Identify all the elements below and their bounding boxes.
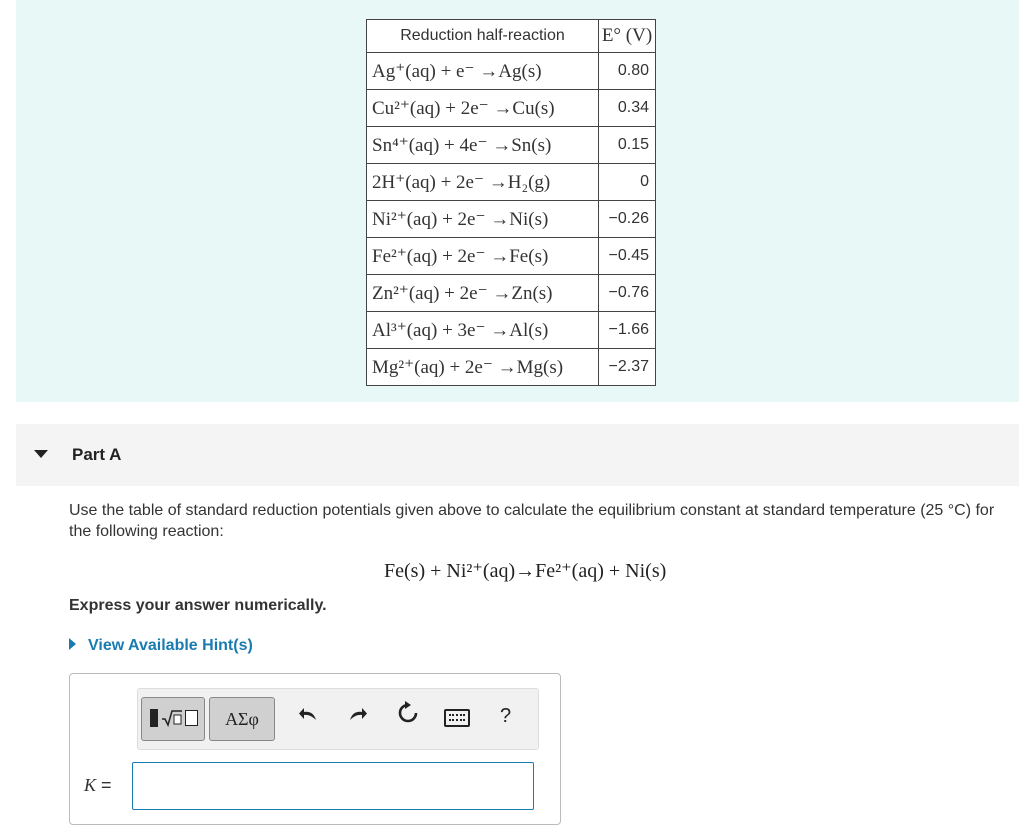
- potential-cell: −0.26: [599, 201, 656, 238]
- redo-icon[interactable]: [348, 703, 368, 729]
- table-row: [367, 238, 656, 275]
- half-reaction-cell: 2H⁺(aq) + 2e⁻ →H₂(g): [367, 164, 599, 201]
- potential-cell: −0.45: [599, 238, 656, 275]
- math-toolbar: [137, 688, 539, 750]
- table-row: [367, 201, 656, 238]
- answer-label: [84, 775, 112, 796]
- potential-cell: 0.80: [599, 53, 656, 90]
- table-row: [367, 164, 656, 201]
- caret-right-icon: [69, 638, 76, 650]
- potential-cell: 0: [599, 164, 656, 201]
- templates-icon: [150, 709, 198, 727]
- half-reaction-cell: Al³⁺(aq) + 3e⁻ →Al(s): [367, 312, 599, 349]
- potential-cell: −0.76: [599, 275, 656, 312]
- potential-cell: 0.15: [599, 127, 656, 164]
- answer-equals: =: [101, 775, 112, 795]
- templates-button[interactable]: [141, 697, 205, 741]
- table-row: [367, 53, 656, 90]
- collapse-triangle-icon[interactable]: [34, 450, 48, 458]
- keyboard-icon[interactable]: [444, 709, 470, 727]
- help-button[interactable]: ?: [500, 705, 512, 727]
- part-a-header[interactable]: [16, 424, 1019, 486]
- potential-cell: 0.34: [599, 90, 656, 127]
- reaction-equation: Fe(s) + Ni²⁺(aq)→Fe²⁺(aq) + Ni(s): [384, 560, 667, 582]
- answer-variable: K: [84, 775, 97, 795]
- header-potential: E° (V): [599, 20, 656, 53]
- answer-instruction: Express your answer numerically.: [69, 597, 327, 614]
- potential-cell: −1.66: [599, 312, 656, 349]
- table-row: [367, 275, 656, 312]
- greek-symbols-button[interactable]: ΑΣφ: [209, 697, 275, 741]
- part-title: Part A: [72, 445, 122, 464]
- table-row: [367, 127, 656, 164]
- reset-icon[interactable]: [396, 701, 420, 732]
- potential-cell: −2.37: [599, 349, 656, 386]
- undo-icon[interactable]: [298, 703, 318, 729]
- table-row: [367, 90, 656, 127]
- question-text: Use the table of standard reduction potentials given above to calculate the equilibrium constant at standard temperature (25 °C) for the following reaction:: [69, 502, 995, 540]
- half-reaction-cell: Ni²⁺(aq) + 2e⁻ →Ni(s): [367, 201, 599, 238]
- half-reaction-cell: Zn²⁺(aq) + 2e⁻ →Zn(s): [367, 275, 599, 312]
- header-reaction: Reduction half-reaction: [367, 20, 599, 53]
- table-row: [367, 312, 656, 349]
- hint-label: View Available Hint(s): [88, 637, 253, 654]
- half-reaction-cell: Fe²⁺(aq) + 2e⁻ →Fe(s): [367, 238, 599, 275]
- view-hints-link[interactable]: [69, 637, 253, 655]
- reduction-potentials-table: [366, 19, 656, 386]
- half-reaction-cell: Sn⁴⁺(aq) + 4e⁻ →Sn(s): [367, 127, 599, 164]
- table-row: [367, 349, 656, 386]
- answer-box: [69, 673, 561, 825]
- half-reaction-cell: Mg²⁺(aq) + 2e⁻ →Mg(s): [367, 349, 599, 386]
- answer-input[interactable]: [132, 762, 534, 810]
- table-header-row: [367, 20, 656, 53]
- half-reaction-cell: Ag⁺(aq) + e⁻ →Ag(s): [367, 53, 599, 90]
- half-reaction-cell: Cu²⁺(aq) + 2e⁻ →Cu(s): [367, 90, 599, 127]
